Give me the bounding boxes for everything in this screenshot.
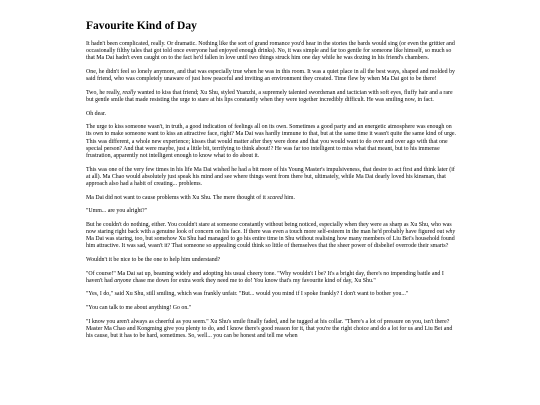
text-run: But he couldn't do nothing, either. You couldn't stare at someone constantly without being noticed, especially when they were as sharp as Xu Shu, who was now staring right back with a genuine look of concern on his face. If there was even a touch more self-esteem in the man he'd probably have figured out: [86, 221, 452, 235]
text-run: It hadn't been complicated, really. Or dramatic. Nothing like the sort of grand romance you'd hear in the stories the bards would sing (or even the grittier and occasionally filthy tales that got told once everyone had enjoyed enough drinks). No, it was simple and far too gentle for someone like himself, so much so that Ma Dai hadn't even caught on to the fact he'd fallen in love until two things struck him one day while he was dozing in his friend's chambers.: [86, 41, 455, 62]
paragraph: [86, 124, 458, 160]
paragraph: [86, 222, 458, 251]
text-run: "You can talk to me about anything! Go on.": [86, 305, 192, 312]
paragraph: [86, 167, 458, 188]
paragraph: [86, 305, 458, 312]
text-run: chase me down for extra work they need me to do! You know that's my favourite kind of day, Xu Shu.": [131, 277, 376, 284]
paragraph: [86, 41, 458, 62]
paragraph: [86, 195, 458, 202]
text-run: him.: [282, 194, 295, 201]
emphasis-text: really: [122, 89, 136, 96]
paragraph: [86, 90, 458, 104]
text-run: The urge to kiss someone wasn't, in truth, a good indication of feelings all on its own. Sometimes a good party and an energetic atmosphere was enough on its own to make someone want to kiss an attractive face, right? Ma Dai was hardly immune to that, but at the same time it wasn't quite the same kind of urge. This was different, a whole new experience; kisses that would matter after they were done and that you would want to do over and over ago with that one special person? And that were maybe, just a little bit, terrifying to think about!? He was far too intelligent to miss what that meant, but to his immense frustration, apparently not intelligent enough to know what to do about it.: [86, 124, 457, 159]
text-run: "I know you aren't always as cheerful as you seem." Xu Shu's smile finally faded, and he tugged at his collar. "There's a lot of pressure on you, isn't there? Master Ma Chao and Kongming give you plenty to do, and I know there's good reason for it, that you're the right choice and do a lot for us and Liu Bei and his cause, but it has to be hard, sometimes. So, well... you can be honest and tell me when: [86, 318, 453, 340]
text-run: Oh dear.: [86, 110, 106, 117]
paragraph: [86, 208, 458, 215]
emphasis-text: why: [445, 228, 456, 235]
text-run: This was one of the very few times in his life Ma Dai wished he had a bit more of his Young Master's impulsiveness, that desire to act first and think later (if at all). Ma Chao would absolutely just speak his mind and see where things went from there but, ultimately, while Ma Dai dearly loved his kinsman, that approach also had a habit of creating... problems.: [86, 166, 455, 187]
text-run: wanted to kiss that friend; Xu Shu, styled Yuanzhi, a supremely talented swordsman and tactician with soft eyes, fluffy hair and a rare but gentle smile that made resisting the urge to stare at his lips constantly when they were together incredibly difficult. He was smiling now, in fact.: [86, 89, 453, 103]
document-body: [86, 41, 458, 347]
paragraph: [86, 291, 458, 298]
paragraph: [86, 271, 458, 285]
paragraph: [86, 257, 458, 264]
text-run: Two, he really,: [86, 89, 123, 96]
text-run: Wouldn't it be nice to be the one to help him understand?: [86, 256, 221, 263]
paragraph: [86, 319, 458, 340]
emphasis-text: anyone: [114, 277, 132, 284]
text-run: "Umm... are you alright?": [86, 208, 148, 215]
text-run: "Yes, I do," said Xu Shu, still smiling, which was frankly unfair. "But... would you mind if I spoke frankly? I don't want to bother you...": [86, 291, 409, 298]
document-title: Favourite Kind of Day: [86, 20, 197, 32]
text-run: "Of course!" Ma Dai sat up, beaming widely and adopting his usual cheery tone. "Why wouldn't I be? It's a bright day, there's no impending battle and I haven't had: [86, 270, 444, 284]
paragraph: [86, 69, 458, 83]
text-run: Ma Dai was staring, too, but somehow Xu Shu had managed to go his entire time in Shu without realising how many members of Liu Bei's household found him attractive. It was sad, wasn't it? That someone so appealing could think so little of themselves that the sheer power of disbelief overrode their smarts?: [86, 236, 455, 250]
paragraph: [86, 111, 458, 118]
emphasis-text: scared: [267, 194, 283, 201]
text-run: One, he didn't feel so lonely anymore, and that was especially true when he was in this room. It was a quiet place in all the best ways, shaped and molded by said friend, who was completely unaware of just how peaceful and inviting an environment they created. Time flew by when Ma Dai got to be there!: [86, 68, 455, 83]
text-run: Ma Dai did not want to cause problems with Xu Shu. The mere thought of it: [86, 194, 268, 201]
